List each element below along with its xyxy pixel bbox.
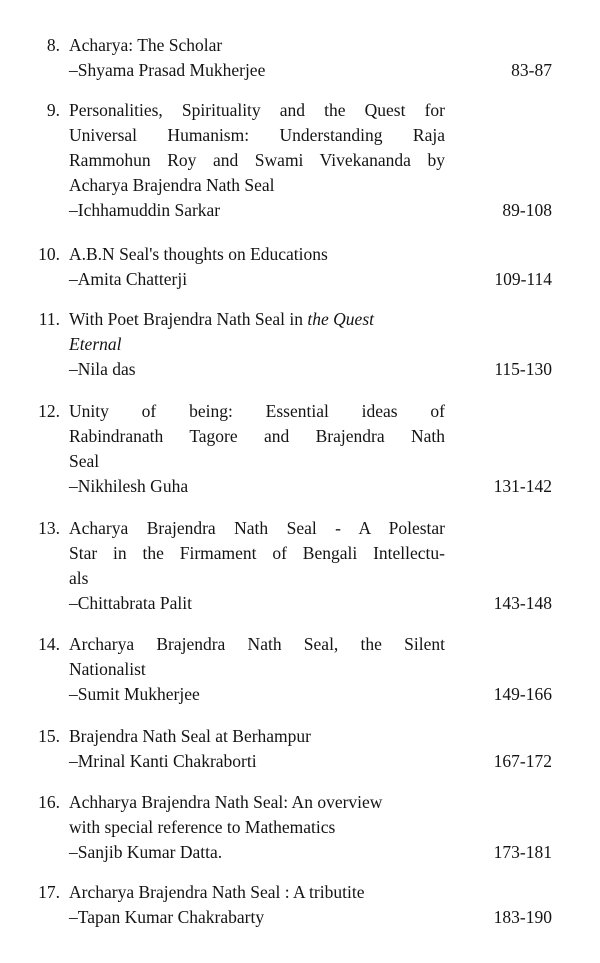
title-italic-text: the Quest <box>307 309 374 329</box>
title-line: Nationalist <box>69 659 146 679</box>
title-line: Achharya Brajendra Nath Seal: An overview <box>69 792 383 812</box>
entry-title <box>69 516 445 616</box>
entry-number: 9. <box>46 100 60 120</box>
entry-author: –Amita Chatterji <box>69 269 188 289</box>
title-line: als <box>69 568 89 588</box>
title-text: With Poet Brajendra Nath Seal in <box>69 309 308 329</box>
entry-pages: 173-181 <box>493 842 552 862</box>
entry-pages: 131-142 <box>493 476 552 496</box>
entry-author: –Sanjib Kumar Datta. <box>69 842 223 862</box>
title-line <box>69 307 445 332</box>
entry-author: –Sumit Mukherjee <box>69 684 200 704</box>
entry-title <box>69 880 445 930</box>
entry-author: –Ichhamuddin Sarkar <box>69 200 221 220</box>
title-italic-text: Eternal <box>69 334 122 354</box>
entry-pages: 143-148 <box>493 593 552 613</box>
entry-pages: 167-172 <box>493 751 552 771</box>
entry-pages: 149-166 <box>493 684 552 704</box>
title-line: Archarya Brajendra Nath Seal : A tributite <box>69 882 365 902</box>
entry-number: 10. <box>38 244 60 264</box>
title-line: Seal <box>69 451 100 471</box>
entry-pages: 183-190 <box>493 907 552 927</box>
entry-title <box>69 724 445 774</box>
entry-pages: 83-87 <box>511 60 552 80</box>
title-line: Brajendra Nath Seal at Berhampur <box>69 726 311 746</box>
entry-number: 12. <box>38 401 60 421</box>
title-line: A.B.N Seal's thoughts on Educations <box>69 244 328 264</box>
title-line: Acharya: The Scholar <box>69 35 223 55</box>
title-line: with special reference to Mathematics <box>69 817 336 837</box>
title-line: Unity of being: Essential ideas of <box>69 401 445 421</box>
entry-number: 11. <box>38 309 60 329</box>
entry-number: 16. <box>38 792 60 812</box>
title-line: Personalities, Spirituality and the Quest for <box>69 100 445 120</box>
entry-number: 15. <box>38 726 60 746</box>
entry-title <box>69 307 445 382</box>
entry-title <box>69 632 445 707</box>
entry-number: 14. <box>38 634 60 654</box>
entry-pages: 115-130 <box>494 359 552 379</box>
entry-pages: 89-108 <box>502 200 552 220</box>
entry-author: –Nikhilesh Guha <box>69 476 189 496</box>
title-line: Star in the Firmament of Bengali Intellectu- <box>69 543 445 563</box>
title-line: Archarya Brajendra Nath Seal, the Silent <box>69 634 445 654</box>
entry-number: 8. <box>46 35 60 55</box>
title-line: Rabindranath Tagore and Brajendra Nath <box>69 426 445 446</box>
entry-number: 13. <box>38 518 60 538</box>
entry-number: 17. <box>38 882 60 902</box>
entry-author: –Mrinal Kanti Chakraborti <box>69 751 257 771</box>
entry-author: –Chittabrata Palit <box>69 593 192 613</box>
title-line: Acharya Brajendra Nath Seal - A Polestar <box>69 518 445 538</box>
title-line: Rammohun Roy and Swami Vivekananda by <box>69 150 445 170</box>
entry-title <box>69 33 445 83</box>
entry-author: –Nila das <box>69 359 136 379</box>
entry-title <box>69 242 445 292</box>
title-line: Universal Humanism: Understanding Raja <box>69 125 445 145</box>
entry-title <box>69 790 445 865</box>
entry-title <box>69 399 445 499</box>
entry-author: –Tapan Kumar Chakrabarty <box>69 907 265 927</box>
entry-author: –Shyama Prasad Mukherjee <box>69 60 266 80</box>
entry-pages: 109-114 <box>494 269 552 289</box>
title-line: Acharya Brajendra Nath Seal <box>69 175 275 195</box>
entry-title <box>69 98 445 223</box>
title-line <box>69 332 445 357</box>
